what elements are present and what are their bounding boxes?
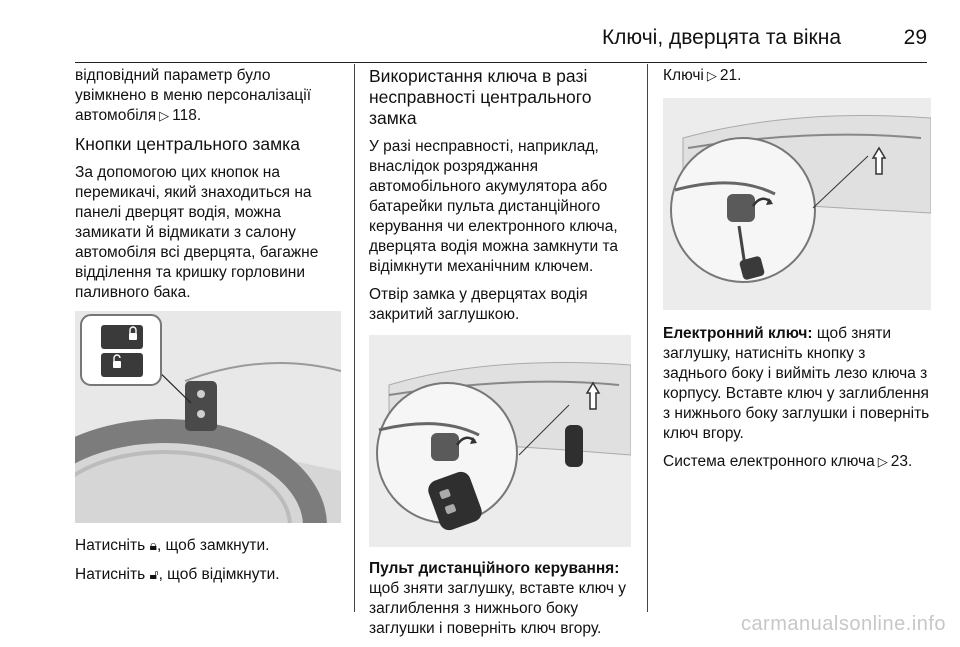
electronic-key-figure [663,98,931,310]
column-divider [647,64,648,612]
column-2 [369,66,631,647]
header-rule [75,62,927,63]
page-header [75,26,927,52]
page-number: 29 [903,26,927,49]
triangle-ref-icon: ▷ [159,108,170,123]
header-title: Ключі, дверцята та вікна [601,26,841,49]
section-heading: Кнопки центрального замка [75,134,300,154]
lock-buttons-figure [75,311,341,523]
ekey-instruction: Електронний ключ: щоб зняти заглушку, натисніть кнопку з заднього боку і вийміть лезо ключа з корпусу. Вставте ключ у заглиблення з нижнього боку заглушки і поверніть ключ вгору. [663,325,930,442]
body-text: За допомогою цих кнопок на перемикачі, який знаходиться на панелі дверцят водія, можна замикати й відмикати з салону автомобіля всі дверцята, багажне відділення та кришку горловини паливного бака. [75,164,319,301]
body-text: У разі несправності, наприклад, внаслідок розряджання автомобільного акумулятора або батарейки пульта дистанційного керування чи електронного ключа, дверцята водія можна замкнути та відімкнути механічним ключем. [369,138,619,275]
keys-reference: Ключі ▷ 21. [663,67,742,84]
remote-key-figure [369,335,631,547]
column-3 [663,66,931,480]
triangle-ref-icon: ▷ [877,454,888,469]
column-divider [354,64,355,612]
remote-instruction: Пульт дистанційного керування: щоб зняти заглушку, вставте ключ у заглиблення з нижнього боку заглушки і поверніть ключ вгору. [369,560,627,637]
closed-lock-icon: 🔒︎ [149,537,157,553]
section-heading: Використання ключа в разі несправності центрального замка [369,66,592,128]
keyhole-text: Отвір замка у дверцятах водія закритий заглушкою. [369,286,588,323]
system-reference: Система електронного ключа ▷ 23. [663,453,913,470]
lock-instruction: Натисніть 🔒︎, щоб замкнути. [75,537,270,554]
unlock-instruction: Натисніть 🔓︎, щоб відімкнути. [75,566,280,583]
open-lock-icon: 🔓︎ [149,566,159,582]
intro-text: відповідний параметр було увімкнено в меню персоналізації автомобіля ▷ 118. [75,67,312,124]
triangle-ref-icon: ▷ [706,68,717,83]
column-1 [75,66,341,593]
watermark: carmanualsonline.info [740,613,946,635]
